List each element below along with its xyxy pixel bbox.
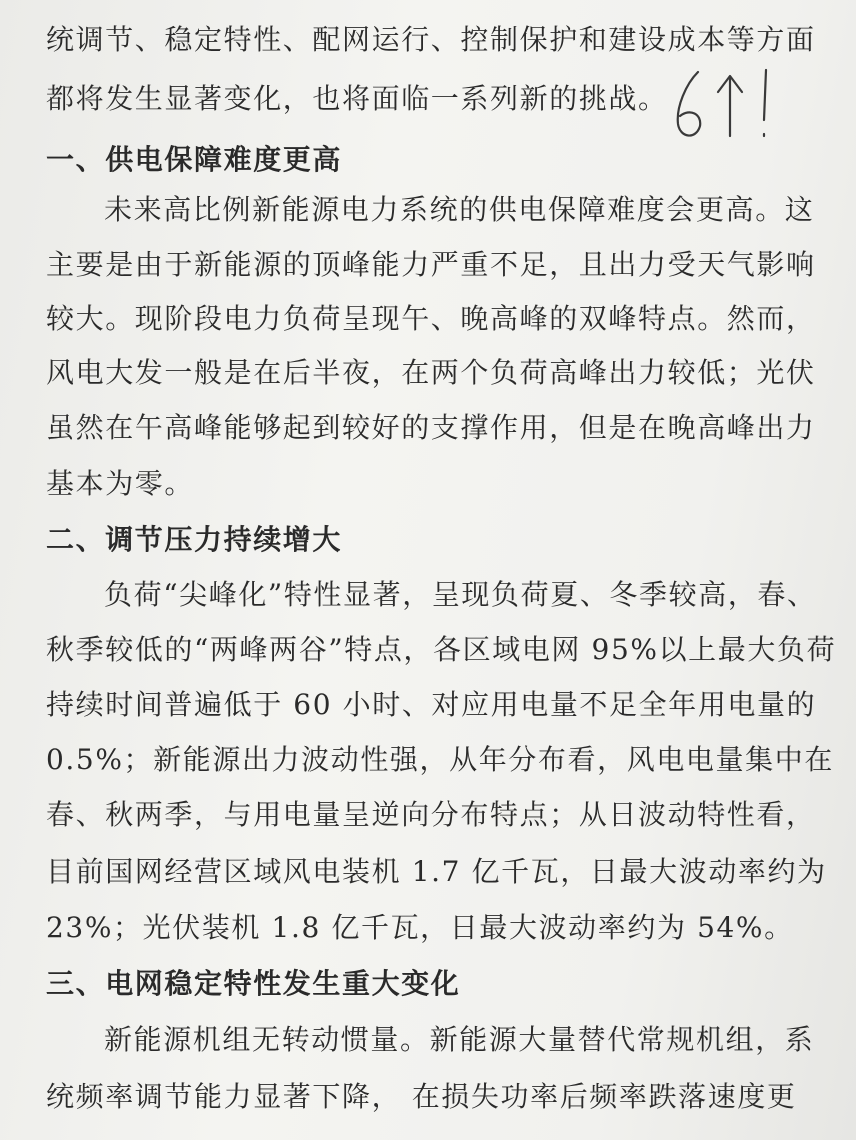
- paragraph-line: 23%；光伏装机 1.8 亿千瓦，日最大波动率约为 54%。: [46, 911, 794, 944]
- paragraph-line: 都将发生显著变化，也将面临一系列新的挑战。: [46, 82, 668, 115]
- paragraph-line: 基本为零。: [46, 467, 195, 500]
- section-heading-1: 一、供电保障难度更高: [46, 143, 343, 176]
- paragraph-line: 主要是由于新能源的顶峰能力严重不足，且出力受天气影响: [46, 248, 816, 281]
- paragraph-line: 秋季较低的“两峰两谷”特点，各区域电网 95%以上最大负荷: [46, 633, 837, 666]
- paragraph-line: 较大。现阶段电力负荷呈现午、晚高峰的双峰特点。然而，: [46, 302, 816, 335]
- paragraph-line: 未来高比例新能源电力系统的供电保障难度会更高。这: [104, 193, 815, 226]
- paragraph-line: 目前国网经营区域风电装机 1.7 亿千瓦，日最大波动率约为: [46, 855, 827, 888]
- handwritten-note-icon: [668, 62, 788, 152]
- paragraph-line: 负荷“尖峰化”特性显著，呈现负荷夏、冬季较高，春、: [104, 578, 817, 611]
- paragraph-line: 持续时间普遍低于 60 小时、对应用电量不足全年用电量的: [46, 688, 817, 721]
- paragraph-line: 虽然在午高峰能够起到较好的支撑作用，但是在晚高峰出力: [46, 411, 816, 444]
- paragraph-line: 风电大发一般是在后半夜，在两个负荷高峰出力较低；光伏: [46, 356, 816, 389]
- paragraph-line: 新能源机组无转动惯量。新能源大量替代常规机组，系: [104, 1023, 815, 1056]
- section-heading-2: 二、调节压力持续增大: [46, 523, 343, 556]
- paragraph-line: 统调节、稳定特性、配网运行、控制保护和建设成本等方面: [46, 23, 816, 56]
- section-heading-3: 三、电网稳定特性发生重大变化: [46, 967, 461, 1000]
- paragraph-line: 0.5%；新能源出力波动性强，从年分布看，风电电量集中在: [46, 743, 834, 776]
- paragraph-line: 统频率调节能力显著下降， 在损失功率后频率跌落速度更: [46, 1080, 797, 1113]
- paragraph-line: 春、秋两季，与用电量呈逆向分布特点；从日波动特性看，: [46, 798, 816, 831]
